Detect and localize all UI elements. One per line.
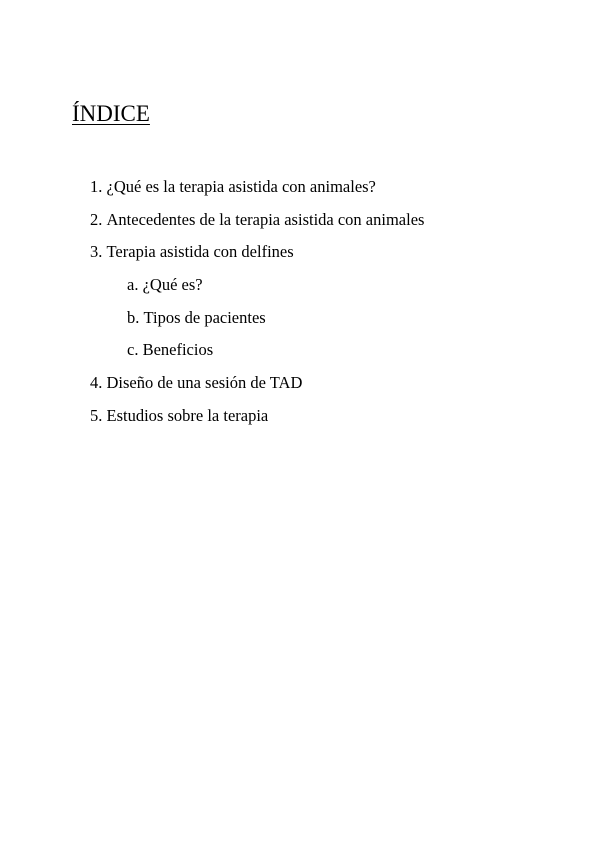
toc-subitem-letter: a.	[127, 275, 139, 295]
toc-subitem-label: Beneficios	[142, 340, 214, 360]
toc-item	[0, 174, 600, 207]
toc-item	[0, 207, 600, 240]
toc-item-label: Estudios sobre la terapia	[106, 405, 269, 425]
toc-item-label: ¿Qué es la terapia asistida con animales?	[106, 177, 376, 196]
toc-item	[0, 370, 600, 403]
toc-item-number: 1.	[90, 177, 103, 196]
toc-item-label: Diseño de una sesión de TAD	[106, 373, 303, 393]
toc-item-label: Terapia asistida con delfines	[106, 242, 294, 262]
page-title: ÍNDICE	[72, 101, 150, 126]
toc-subitem-label: Tipos de pacientes	[143, 307, 266, 327]
toc-subitem-label: ¿Qué es?	[142, 275, 203, 295]
toc-item-number: 3.	[90, 242, 103, 262]
toc-subitem-letter: c.	[127, 340, 139, 360]
toc-subitem	[0, 305, 600, 338]
toc-item-label: Antecedentes de la terapia asistida con animales	[106, 209, 425, 229]
toc-item-number: 4.	[90, 373, 103, 393]
toc-item-number: 2.	[90, 209, 103, 229]
toc-item-number: 5.	[90, 405, 103, 425]
table-of-contents	[0, 174, 600, 436]
toc-subitem	[0, 272, 600, 305]
toc-subitem	[0, 337, 600, 370]
toc-item	[0, 239, 600, 272]
toc-item	[0, 403, 600, 436]
toc-subitem-letter: b.	[127, 307, 140, 327]
